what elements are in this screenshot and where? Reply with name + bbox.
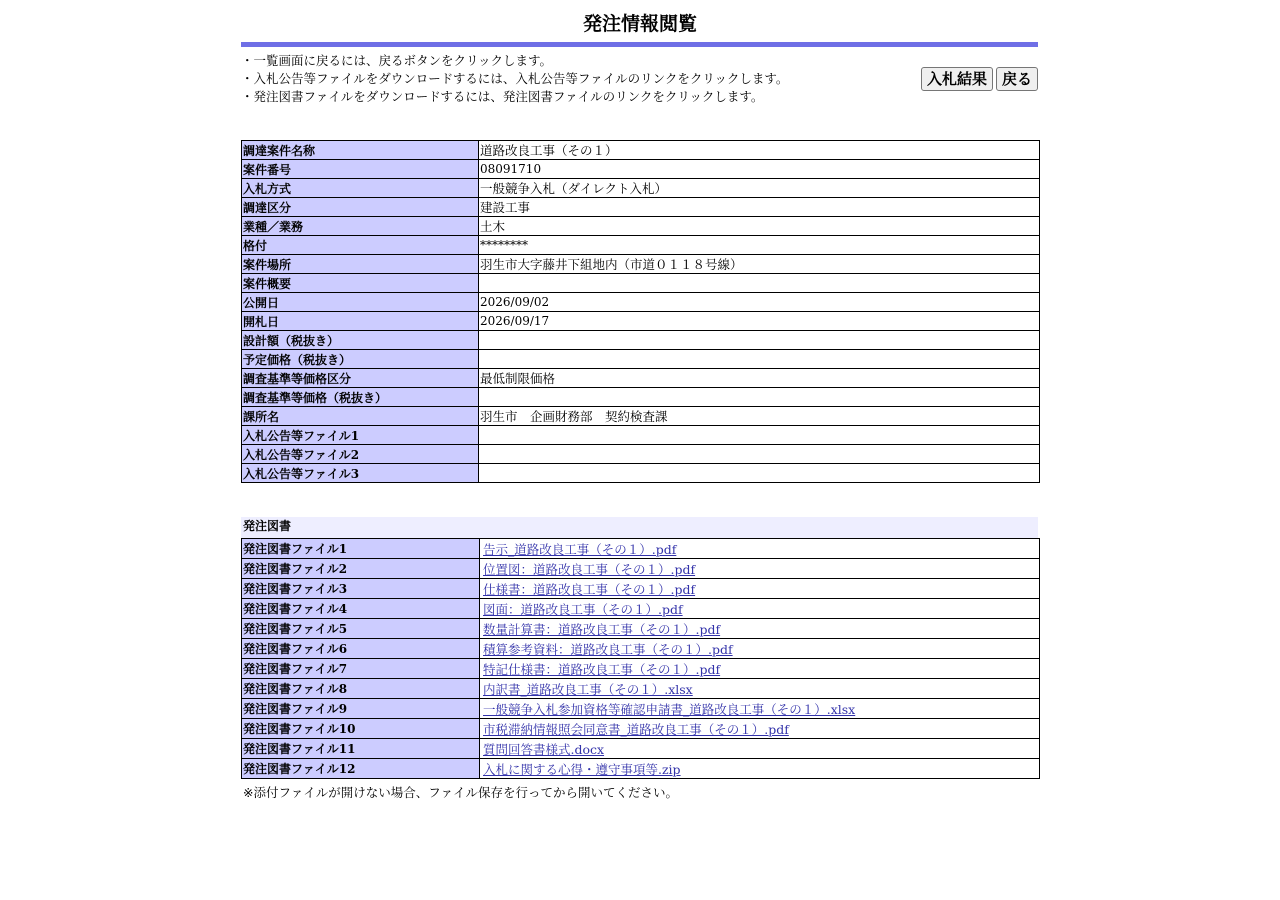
document-row	[242, 659, 1040, 679]
document-cell	[480, 539, 1040, 559]
document-file-link[interactable]: 仕様書：道路改良工事（その１）.pdf	[483, 581, 696, 597]
instruction-item: ・一覧画面に戻るには、戻るボタンをクリックします。	[241, 53, 553, 68]
info-label: 案件概要	[242, 274, 479, 293]
info-row	[242, 331, 1040, 350]
info-label: 案件場所	[242, 255, 479, 274]
instructions-area	[241, 47, 1039, 119]
document-file-link[interactable]: 数量計算書：道路改良工事（その１）.pdf	[483, 621, 721, 637]
document-label: 発注図書ファイル4	[242, 599, 480, 619]
info-row	[242, 426, 1040, 445]
order-info-table	[241, 140, 1040, 483]
info-row	[242, 217, 1040, 236]
page-container	[241, 0, 1039, 801]
info-value: 2026/09/02	[479, 293, 1040, 312]
document-file-link[interactable]: 告示_道路改良工事（その１）.pdf	[483, 541, 677, 557]
document-row	[242, 639, 1040, 659]
document-cell	[480, 559, 1040, 579]
info-label: 業種／業務	[242, 217, 479, 236]
info-row	[242, 160, 1040, 179]
document-cell	[480, 719, 1040, 739]
document-cell	[480, 739, 1040, 759]
info-row	[242, 293, 1040, 312]
document-file-link[interactable]: 質問回答書様式.docx	[483, 741, 605, 757]
info-label: 案件番号	[242, 160, 479, 179]
document-label: 発注図書ファイル3	[242, 579, 480, 599]
document-row	[242, 599, 1040, 619]
document-cell	[480, 579, 1040, 599]
info-value	[479, 445, 1040, 464]
document-label: 発注図書ファイル10	[242, 719, 480, 739]
document-row	[242, 759, 1040, 779]
info-label: 予定価格（税抜き）	[242, 350, 479, 369]
document-label: 発注図書ファイル11	[242, 739, 480, 759]
info-value	[479, 388, 1040, 407]
info-row	[242, 350, 1040, 369]
instruction-list	[241, 47, 1039, 106]
info-value: 道路改良工事（その１）	[479, 141, 1040, 160]
documents-heading: 発注図書	[241, 517, 1038, 538]
info-label: 入札公告等ファイル3	[242, 464, 479, 483]
document-row	[242, 699, 1040, 719]
info-row	[242, 274, 1040, 293]
instruction-item: ・入札公告等ファイルをダウンロードするには、入札公告等ファイルのリンクをクリックします。	[241, 71, 789, 86]
info-label: 公開日	[242, 293, 479, 312]
document-label: 発注図書ファイル12	[242, 759, 480, 779]
document-cell	[480, 599, 1040, 619]
info-label: 調査基準等価格（税抜き）	[242, 388, 479, 407]
back-button[interactable]: 戻る	[996, 67, 1038, 91]
document-file-link[interactable]: 位置図：道路改良工事（その１）.pdf	[483, 561, 696, 577]
info-label: 入札公告等ファイル2	[242, 445, 479, 464]
info-value: 最低制限価格	[479, 369, 1040, 388]
info-row	[242, 312, 1040, 331]
documents-table	[241, 538, 1040, 779]
info-value	[479, 331, 1040, 350]
info-row	[242, 464, 1040, 483]
document-row	[242, 679, 1040, 699]
info-row	[242, 179, 1040, 198]
info-label: 開札日	[242, 312, 479, 331]
info-value	[479, 274, 1040, 293]
info-row	[242, 236, 1040, 255]
info-value	[479, 350, 1040, 369]
bid-result-button[interactable]: 入札結果	[921, 67, 993, 91]
document-cell	[480, 639, 1040, 659]
info-row	[242, 141, 1040, 160]
info-label: 調達区分	[242, 198, 479, 217]
instruction-item: ・発注図書ファイルをダウンロードするには、発注図書ファイルのリンクをクリックします。	[241, 89, 764, 104]
document-row	[242, 579, 1040, 599]
info-value: ********	[479, 236, 1040, 255]
info-value	[479, 426, 1040, 445]
info-label: 入札公告等ファイル1	[242, 426, 479, 445]
attachment-note: ※添付ファイルが開けない場合、ファイル保存を行ってから開いてください。	[243, 785, 678, 800]
info-label: 格付	[242, 236, 479, 255]
document-label: 発注図書ファイル5	[242, 619, 480, 639]
document-label: 発注図書ファイル7	[242, 659, 480, 679]
info-label: 調査基準等価格区分	[242, 369, 479, 388]
document-file-link[interactable]: 積算参考資料：道路改良工事（その１）.pdf	[483, 641, 733, 657]
document-label: 発注図書ファイル8	[242, 679, 480, 699]
document-cell	[480, 699, 1040, 719]
info-value: 羽生市 企画財務部 契約検査課	[479, 407, 1040, 426]
info-label: 課所名	[242, 407, 479, 426]
document-label: 発注図書ファイル2	[242, 559, 480, 579]
document-row	[242, 739, 1040, 759]
action-buttons	[921, 67, 1038, 91]
info-label: 設計額（税抜き）	[242, 331, 479, 350]
info-row	[242, 445, 1040, 464]
document-file-link[interactable]: 図面：道路改良工事（その１）.pdf	[483, 601, 683, 617]
info-row	[242, 369, 1040, 388]
info-value: 建設工事	[479, 198, 1040, 217]
document-label: 発注図書ファイル1	[242, 539, 480, 559]
info-row	[242, 198, 1040, 217]
info-value: 土木	[479, 217, 1040, 236]
document-row	[242, 559, 1040, 579]
document-cell	[480, 619, 1040, 639]
info-value: 羽生市大字藤井下組地内（市道０１１８号線）	[479, 255, 1040, 274]
document-file-link[interactable]: 市税滞納情報照会同意書_道路改良工事（その１）.pdf	[483, 721, 789, 737]
document-file-link[interactable]: 入札に関する心得・遵守事項等.zip	[483, 761, 681, 777]
info-row	[242, 388, 1040, 407]
document-cell	[480, 759, 1040, 779]
info-label: 調達案件名称	[242, 141, 479, 160]
info-value: 2026/09/17	[479, 312, 1040, 331]
document-label: 発注図書ファイル6	[242, 639, 480, 659]
document-file-link[interactable]: 一般競争入札参加資格等確認申請書_道路改良工事（その１）.xlsx	[483, 701, 856, 717]
info-value	[479, 464, 1040, 483]
document-row	[242, 619, 1040, 639]
document-row	[242, 539, 1040, 559]
document-file-link[interactable]: 特記仕様書：道路改良工事（その１）.pdf	[483, 661, 721, 677]
page-title: 発注情報閲覧	[582, 13, 697, 35]
info-value: 08091710	[479, 160, 1040, 179]
document-cell	[480, 659, 1040, 679]
document-file-link[interactable]: 内訳書_道路改良工事（その１）.xlsx	[483, 681, 693, 697]
document-cell	[480, 679, 1040, 699]
info-row	[242, 255, 1040, 274]
document-label: 発注図書ファイル9	[242, 699, 480, 719]
info-row	[242, 407, 1040, 426]
info-label: 入札方式	[242, 179, 479, 198]
info-value: 一般競争入札（ダイレクト入札）	[479, 179, 1040, 198]
document-row	[242, 719, 1040, 739]
